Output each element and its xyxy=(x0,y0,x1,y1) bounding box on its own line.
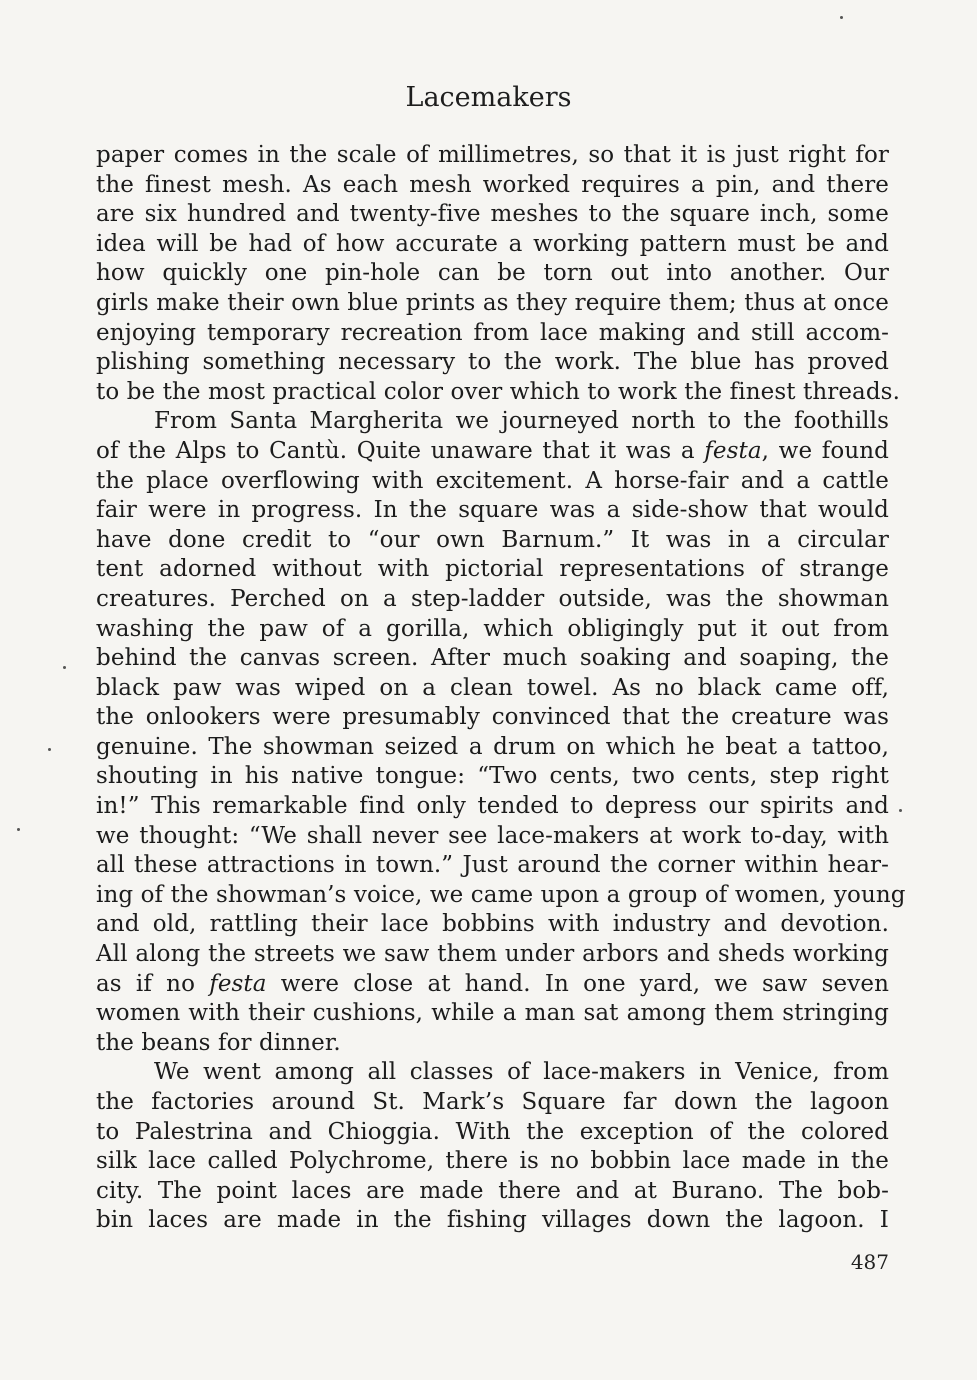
page-number: 487 xyxy=(850,1250,889,1274)
text-line: washing the paw of a gorilla, which obligingly put it out from xyxy=(96,615,889,642)
paragraph-start: From Santa Margherita we journeyed north to the foothills xyxy=(154,408,889,435)
body-text xyxy=(96,141,906,1236)
text-line: in!” This remarkable find only tended to depress our spirits and xyxy=(96,793,889,820)
text-line: enjoying temporary recreation from lace making and still accom- xyxy=(96,319,889,346)
text-line: black paw was wiped on a clean towel. As no black came off, xyxy=(96,674,889,701)
italic-word: festa xyxy=(704,437,762,464)
text-line: to be the most practical color over which to work the finest threads. xyxy=(96,378,900,405)
text-line: the factories around St. Mark’s Square far down the lagoon xyxy=(96,1089,889,1115)
text-line: shouting in his native tongue: “Two cents, two cents, step right xyxy=(96,763,889,790)
text-line: all these attractions in town.” Just around the corner within hear- xyxy=(96,852,889,879)
paper-speck xyxy=(48,748,51,751)
text-line: ing of the showman’s voice, we came upon a group of women, young xyxy=(96,881,906,908)
paper-speck xyxy=(17,828,20,831)
paper-speck xyxy=(899,809,902,812)
running-head: Lacemakers xyxy=(405,82,572,113)
text-line: the finest mesh. As each mesh worked requires a pin, and there xyxy=(96,171,889,198)
text-line: to Palestrina and Chioggia. With the exception of the colored xyxy=(96,1118,889,1145)
text-line: we thought: “We shall never see lace-makers at work to-day, with xyxy=(96,822,889,849)
text-line: and old, rattling their lace bobbins with industry and devotion. xyxy=(96,911,889,938)
text-line: fair were in progress. In the square was a side-show that would xyxy=(96,497,889,524)
text-line: as if no festa were close at hand. In one yard, we saw seven xyxy=(96,970,889,997)
text-line: are six hundred and twenty-five meshes to the square inch, some xyxy=(96,201,889,228)
text-line: the beans for dinner. xyxy=(96,1029,341,1056)
text-line: tent adorned without with pictorial representations of strange xyxy=(96,556,889,583)
text-line: have done credit to “our own Barnum.” It was in a circular xyxy=(96,526,889,553)
paper-speck xyxy=(63,666,66,669)
italic-word: festa xyxy=(209,970,267,997)
text-line: how quickly one pin-hole can be torn out into another. Our xyxy=(96,260,889,287)
text-line: All along the streets we saw them under arbors and sheds working xyxy=(96,941,889,968)
text-line: women with their cushions, while a man sat among them stringing xyxy=(96,1000,889,1027)
text-line: idea will be had of how accurate a working pattern must be and xyxy=(96,230,889,257)
text-line: creatures. Perched on a step-ladder outside, was the showman xyxy=(96,585,889,612)
paper-speck xyxy=(840,16,843,19)
text-line: girls make their own blue prints as they require them; thus at once xyxy=(96,289,889,316)
text-line: plishing something necessary to the work. The blue has proved xyxy=(96,349,889,376)
text-line: the place overflowing with excitement. A horse-fair and a cattle xyxy=(96,467,889,494)
text-line: city. The point laces are made there and at Burano. The bob- xyxy=(96,1177,889,1204)
text-line: paper comes in the scale of millimetres, so that it is just right for xyxy=(96,142,889,168)
paragraph-start: We went among all classes of lace-makers in Venice, from xyxy=(154,1059,889,1086)
text-line: genuine. The showman seized a drum on which he beat a tattoo, xyxy=(96,733,889,760)
text-line: the onlookers were presumably convinced that the creature was xyxy=(96,704,889,731)
text-line: behind the canvas screen. After much soaking and soaping, the xyxy=(96,645,889,672)
text-line: bin laces are made in the fishing villages down the lagoon. I xyxy=(96,1207,889,1234)
text-line: of the Alps to Cantù. Quite unaware that it was a festa, we found xyxy=(96,437,889,464)
text-line: silk lace called Polychrome, there is no bobbin lace made in the xyxy=(96,1148,889,1175)
